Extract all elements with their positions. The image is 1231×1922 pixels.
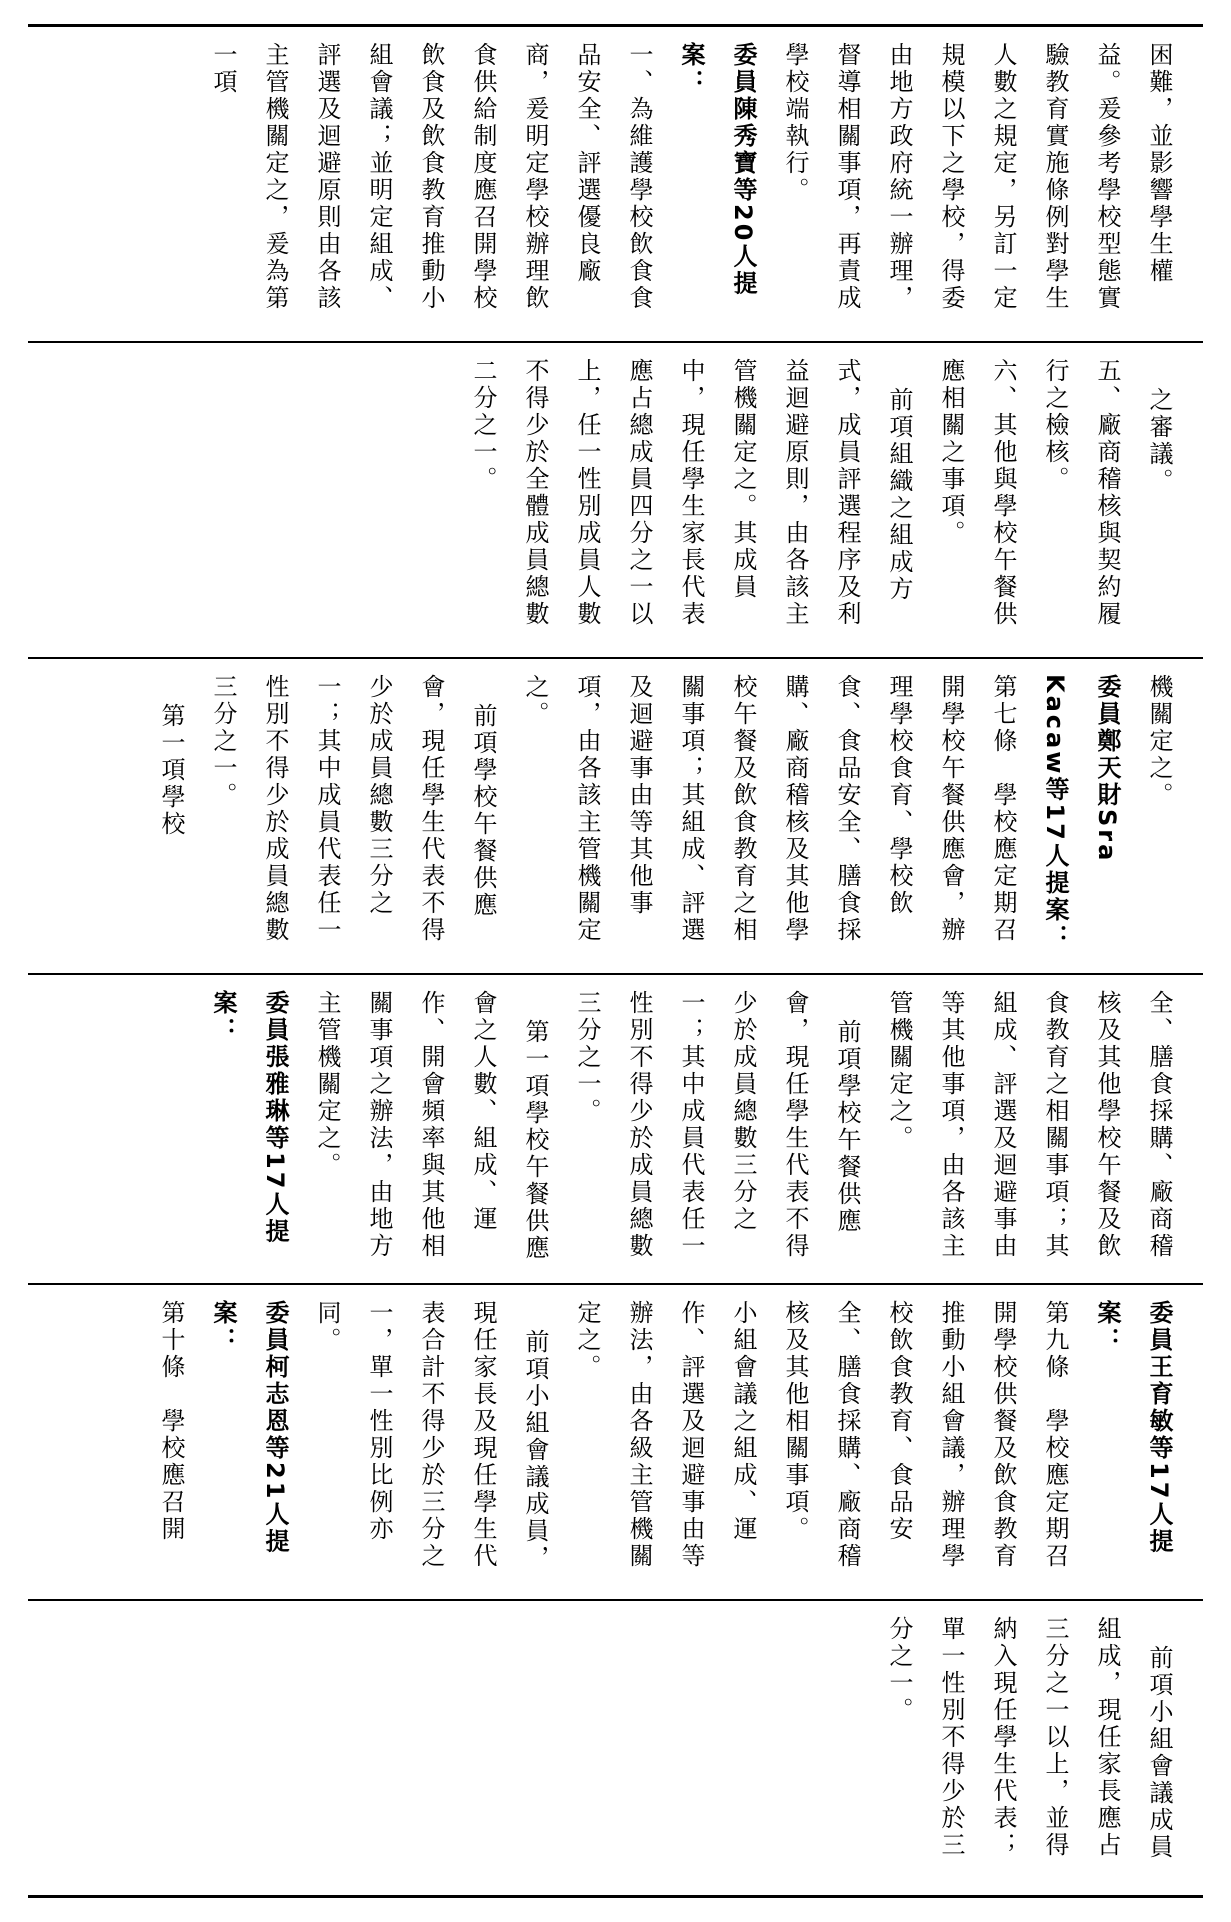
paragraph: 一、為維護學校飲食食品安全、評選優良廠商，爰明定學校辦理飲食供給制度應召開學校飲食及飲食教育推動小組會議；並明定組成、評選及迴避原則由各該主管機關定之，爰為第一項 — [209, 42, 653, 312]
paragraph: 之審議。 — [1145, 386, 1173, 495]
column-divider — [28, 657, 1203, 659]
paragraph: 第九條 學校應定期召開學校供餐及飲食教育推動小組會議，辦理學校飲食教育、食品安全、膳食採購、廠商稽核及其他相關事項。 — [781, 1300, 1069, 1570]
paragraph: 前項組織之組成方式，成員評選程序及利益迴避原則，由各該主管機關定之。其成員中，現任學生家長代表應占總成員四分之一以上，任一性別成員人數不得少於全體成員總數二分之一。 — [469, 358, 913, 628]
paragraph: 六、其他與學校午餐供應相關之事項。 — [937, 358, 1017, 628]
paragraph: 第一項學校 — [157, 702, 185, 838]
paragraph: 困難，並影響學生權益。爰參考學校型態實驗教育實施條例對學生人數之規定，另訂一定規模以下之學校，得委由地方政府統一辦理，督導相關事項，再責成學校端執行。 — [781, 42, 1173, 312]
column-divider — [28, 973, 1203, 975]
column-divider — [28, 1599, 1203, 1601]
column-divider — [28, 1283, 1203, 1285]
proposal-heading: 委員鄭天財Sra Kacaw等17人提案： — [1041, 674, 1121, 951]
proposal-heading: 委員王育敏等17人提案： — [1093, 1300, 1173, 1556]
column-divider — [28, 341, 1203, 343]
proposal-heading: 委員張雅琳等17人提案： — [209, 990, 289, 1246]
column-6 — [28, 1602, 1203, 1892]
column-5 — [28, 1286, 1203, 1598]
column-6-text — [873, 1616, 1185, 1884]
column-4 — [28, 976, 1203, 1282]
paragraph: 前項學校午餐供應會，現任學生代表不得少於成員總數三分之一；其中成員代表任一性別不得少於成員總數三分之一。 — [209, 674, 497, 944]
paragraph: 第一項學校午餐供應會之人數、組成、運作、開會頻率與其他相關事項之辦法，由地方主管機關定之。 — [313, 990, 549, 1262]
column-5-text — [145, 1300, 1185, 1590]
column-4-text — [197, 990, 1185, 1274]
paragraph: 機關定之。 — [1145, 674, 1173, 809]
column-1-text — [197, 42, 1185, 332]
paragraph: 全、膳食採購、廠商稽核及其他學校午餐及飲食教育之相關事項；其組成、評選及迴避事由等其他事項，由各該主管機關定之。 — [885, 990, 1173, 1260]
paragraph: 第十條 學校應召開 — [157, 1300, 185, 1543]
paragraph: 前項小組會議成員組成，現任家長應占三分之一以上，並得納入現任學生代表；單一性別不得少於三分之一。 — [885, 1616, 1173, 1861]
column-2-text — [457, 358, 1185, 648]
proposal-heading: 委員柯志恩等21人提案： — [209, 1300, 289, 1556]
column-3 — [28, 660, 1203, 972]
column-3-text — [145, 674, 1185, 964]
top-rule — [28, 24, 1203, 27]
bottom-rule — [28, 1895, 1203, 1898]
paragraph: 五、廠商稽核與契約履行之檢核。 — [1041, 358, 1121, 628]
column-2 — [28, 344, 1203, 656]
paragraph: 第七條 學校應定期召開學校午餐供應會，辦理學校食育、學校飲食、食品安全、膳食採購、廠商稽核及其他學校午餐及飲食教育之相關事項；其組成、評選及迴避事由等其他事項，由各該主管機關定之。 — [521, 674, 1017, 944]
column-1 — [28, 28, 1203, 340]
proposal-heading: 委員陳秀寶等20人提案： — [677, 42, 757, 298]
paragraph: 小組會議之組成、運作、評選及迴避事由等辦法，由各級主管機關定之。 — [573, 1300, 757, 1570]
paragraph: 前項學校午餐供應會，現任學生代表不得少於成員總數三分之一；其中成員代表任一性別不得少於成員總數三分之一。 — [573, 990, 861, 1260]
paragraph: 前項小組會議成員，現任家長及現任學生代表合計不得少於三分之一，單一性別比例亦同。 — [313, 1300, 549, 1572]
